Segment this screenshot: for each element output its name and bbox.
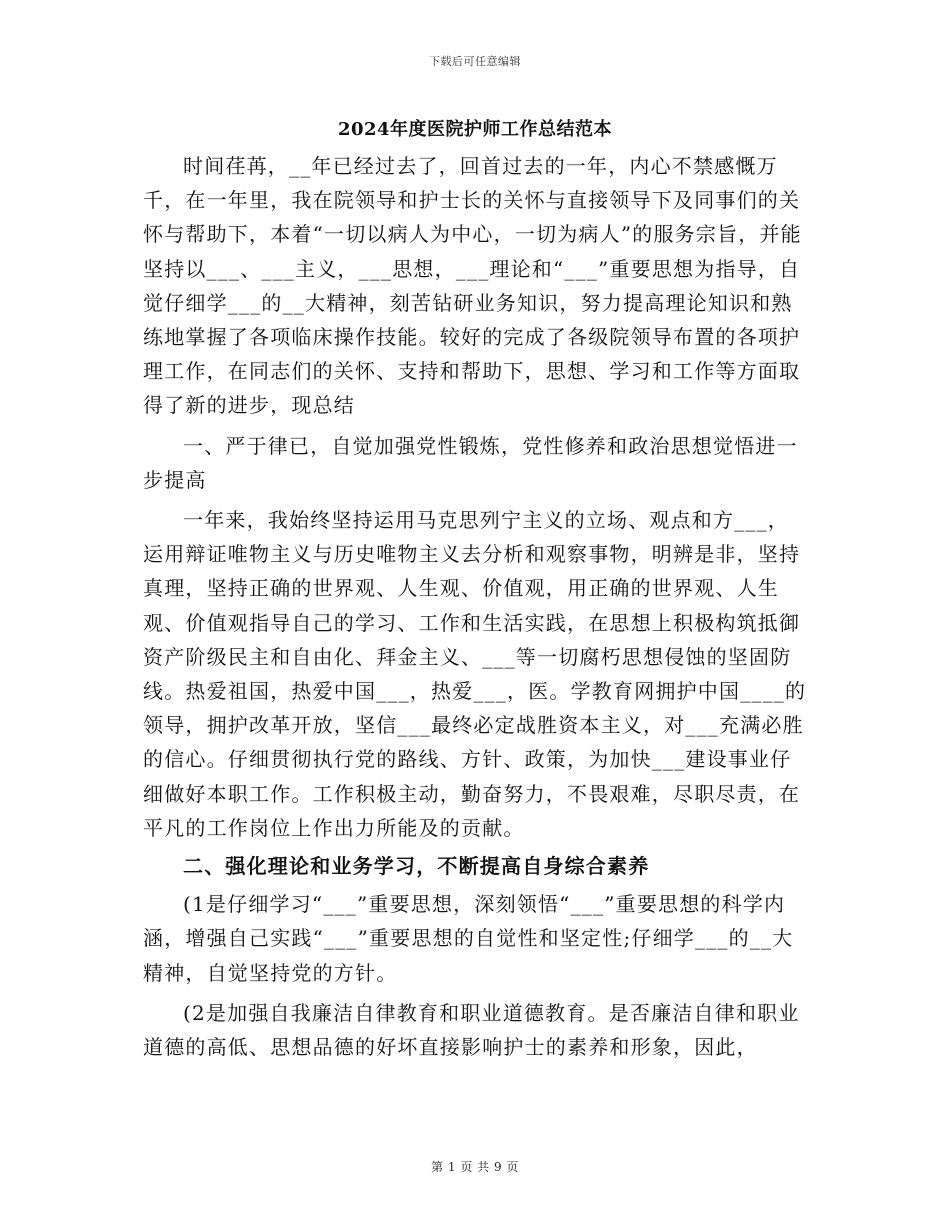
section-1-body: 一年来，我始终坚持运用马克思列宁主义的立场、观点和方___，运用辩证唯物主义与历史唯物主义去分析和观察事物，明辨是非，坚持真理，坚持正确的世界观、人生观、价值观，用正确的世界观、人生观、价值观指导自己的学习、工作和生活实践，在思想上积极构筑抵御资产阶级民主和自由化、拜金主义、___等一切腐朽思想侵蚀的坚固防线。热爱祖国，热爱中国___，热爱___，医。学教育网拥护中国____的领导，拥护改革开放，坚信___最终必定战胜资本主义，对___充满必胜的信心。仔细贯彻执行党的路线、方针、政策，为加快___建设事业仔细做好本职工作。工作积极主动，勤奋努力，不畏艰难，尽职尽责，在平凡的工作岗位上作出力所能及的贡献。	[143, 508, 807, 840]
page-header-note: 下载后可任意编辑	[429, 55, 521, 68]
list-item-2: (2是加强自我廉洁自律教育和职业道德教育。是否廉洁自律和职业道德的高低、思想品德的好坏直接影响护士的素养和形象，因此，	[143, 1000, 800, 1060]
section-2-heading: 二、强化理论和业务学习，不断提高自身综合素养	[183, 854, 650, 879]
document-body	[143, 149, 807, 1064]
page-title: 2024年度医院护师工作总结范本	[337, 119, 613, 140]
list-item-1: (1是仔细学习“___”重要思想，深刻领悟“___”重要思想的科学内涵，增强自己实践“___”重要思想的自觉性和坚定性;仔细学___的__大精神，自觉坚持党的方针。	[143, 892, 794, 985]
intro-paragraph: 时间荏苒，__年已经过去了，回首过去的一年，内心不禁感慨万千，在一年里，我在院领导和护士长的关怀与直接领导下及同事们的关怀与帮助下，本着“一切以病人为中心，一切为病人”的服务宗旨，并能坚持以___、___主义，___思想，___理论和“___”重要思想为指导，自觉仔细学___的__大精神，刻苦钻研业务知识，努力提高理论知识和熟练地掌握了各项临床操作技能。较好的完成了各级院领导布置的各项护理工作，在同志们的关怀、支持和帮助下，思想、学习和工作等方面取得了新的进步，现总结	[143, 154, 802, 418]
section-1-heading: 一、严于律已，自觉加强党性锻炼，党性修养和政治思想觉悟进一步提高	[143, 433, 798, 492]
page-number: 第 1 页 共 9 页	[431, 1160, 519, 1174]
